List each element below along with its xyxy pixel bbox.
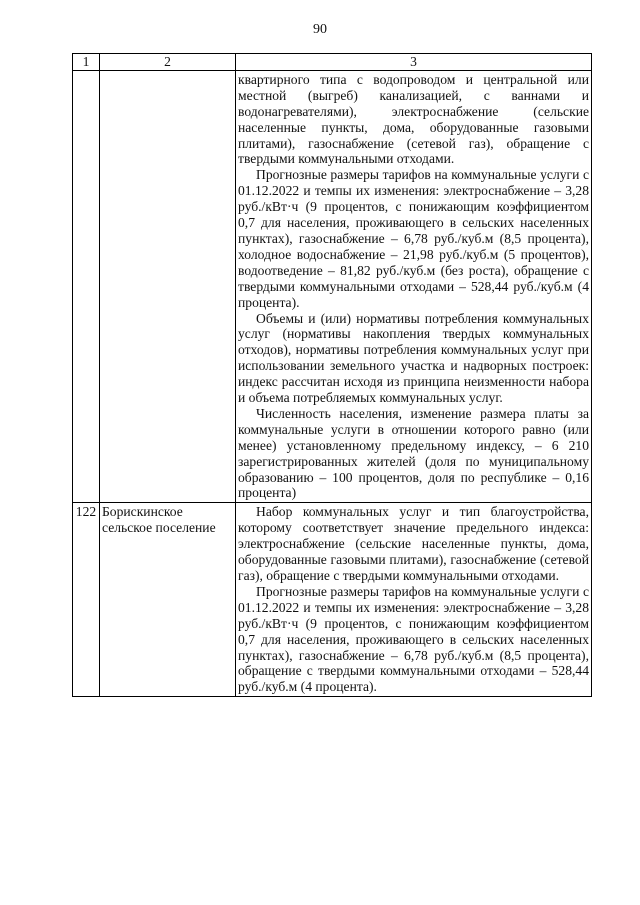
settlement-name-cell [100, 70, 236, 502]
description-cell [236, 70, 592, 502]
paragraph-services-set: Набор коммунальных услуг и тип благоустройства, которому соответствует значение предельного индекса: электроснабжение (сельские населенные пункты, дома, оборудованные газовыми плитами), газоснабжение (сетевой газ), обращение с твердыми коммунальными отходами. [238, 504, 589, 583]
page-number: 90 [313, 22, 327, 37]
description-cell [236, 503, 592, 697]
row-number-cell [73, 70, 100, 502]
settlement-name-cell: Борискинское сельское поселение [100, 503, 236, 697]
column-header-1: 1 [73, 54, 100, 71]
paragraph-volumes: Объемы и (или) нормативы потребления коммунальных услуг (нормативы накопления твердых коммунальных отходов), нормативы потребления коммунальных услуг при использовании земельного участка и надворных построек: индекс рассчитан исходя из принципа неизменности набора и объема потребляемых коммунальных услуг. [238, 310, 589, 406]
column-header-2: 2 [100, 54, 236, 71]
paragraph-tariffs: Прогнозные размеры тарифов на коммунальные услуги с 01.12.2022 и темпы их изменения: электроснабжение – 3,28 руб./кВт·ч (9 процентов, с понижающим коэффициентом 0,7 для населения, проживающего в сельских населенных пунктах), газоснабжение – 6,78 руб./куб.м (8,5 процента), обращение с твердыми коммунальными отходами – 528,44 руб./куб.м (4 процента). [238, 583, 589, 695]
paragraph-population: Численность населения, изменение размера платы за коммунальные услуги в отношении которого равно (или менее) установленному предельному индексу, – 6 210 зарегистрированных жителей (доля по муниципальному образованию – 100 процентов, доля по республике – 0,16 процента) [238, 405, 589, 501]
column-header-3: 3 [236, 54, 592, 71]
table-row [73, 503, 592, 697]
table-row [73, 70, 592, 502]
row-number-cell: 122 [73, 503, 100, 697]
paragraph-tariffs: Прогнозные размеры тарифов на коммунальные услуги с 01.12.2022 и темпы их изменения: электроснабжение – 3,28 руб./кВт·ч (9 процентов, с понижающим коэффициентом 0,7 для населения, проживающего в сельских населенных пунктах), газоснабжение – 6,78 руб./куб.м (8,5 процента), холодное водоснабжение – 21,98 руб./куб.м (5 процентов), водоотведение – 81,82 руб./куб.м (без роста), обращение с твердыми коммунальными отходами – 528,44 руб./куб.м (4 процента). [238, 167, 589, 310]
tariff-table [72, 53, 592, 697]
paragraph-continued: квартирного типа с водопроводом и центральной или местной (выгреб) канализацией, с ваннами и водонагревателями), электроснабжение (сельские населенные пункты, дома, оборудованные газовыми плитами), газоснабжение (сетевой газ), обращение с твердыми коммунальными отходами. [238, 71, 589, 167]
table-header-row [73, 54, 592, 71]
